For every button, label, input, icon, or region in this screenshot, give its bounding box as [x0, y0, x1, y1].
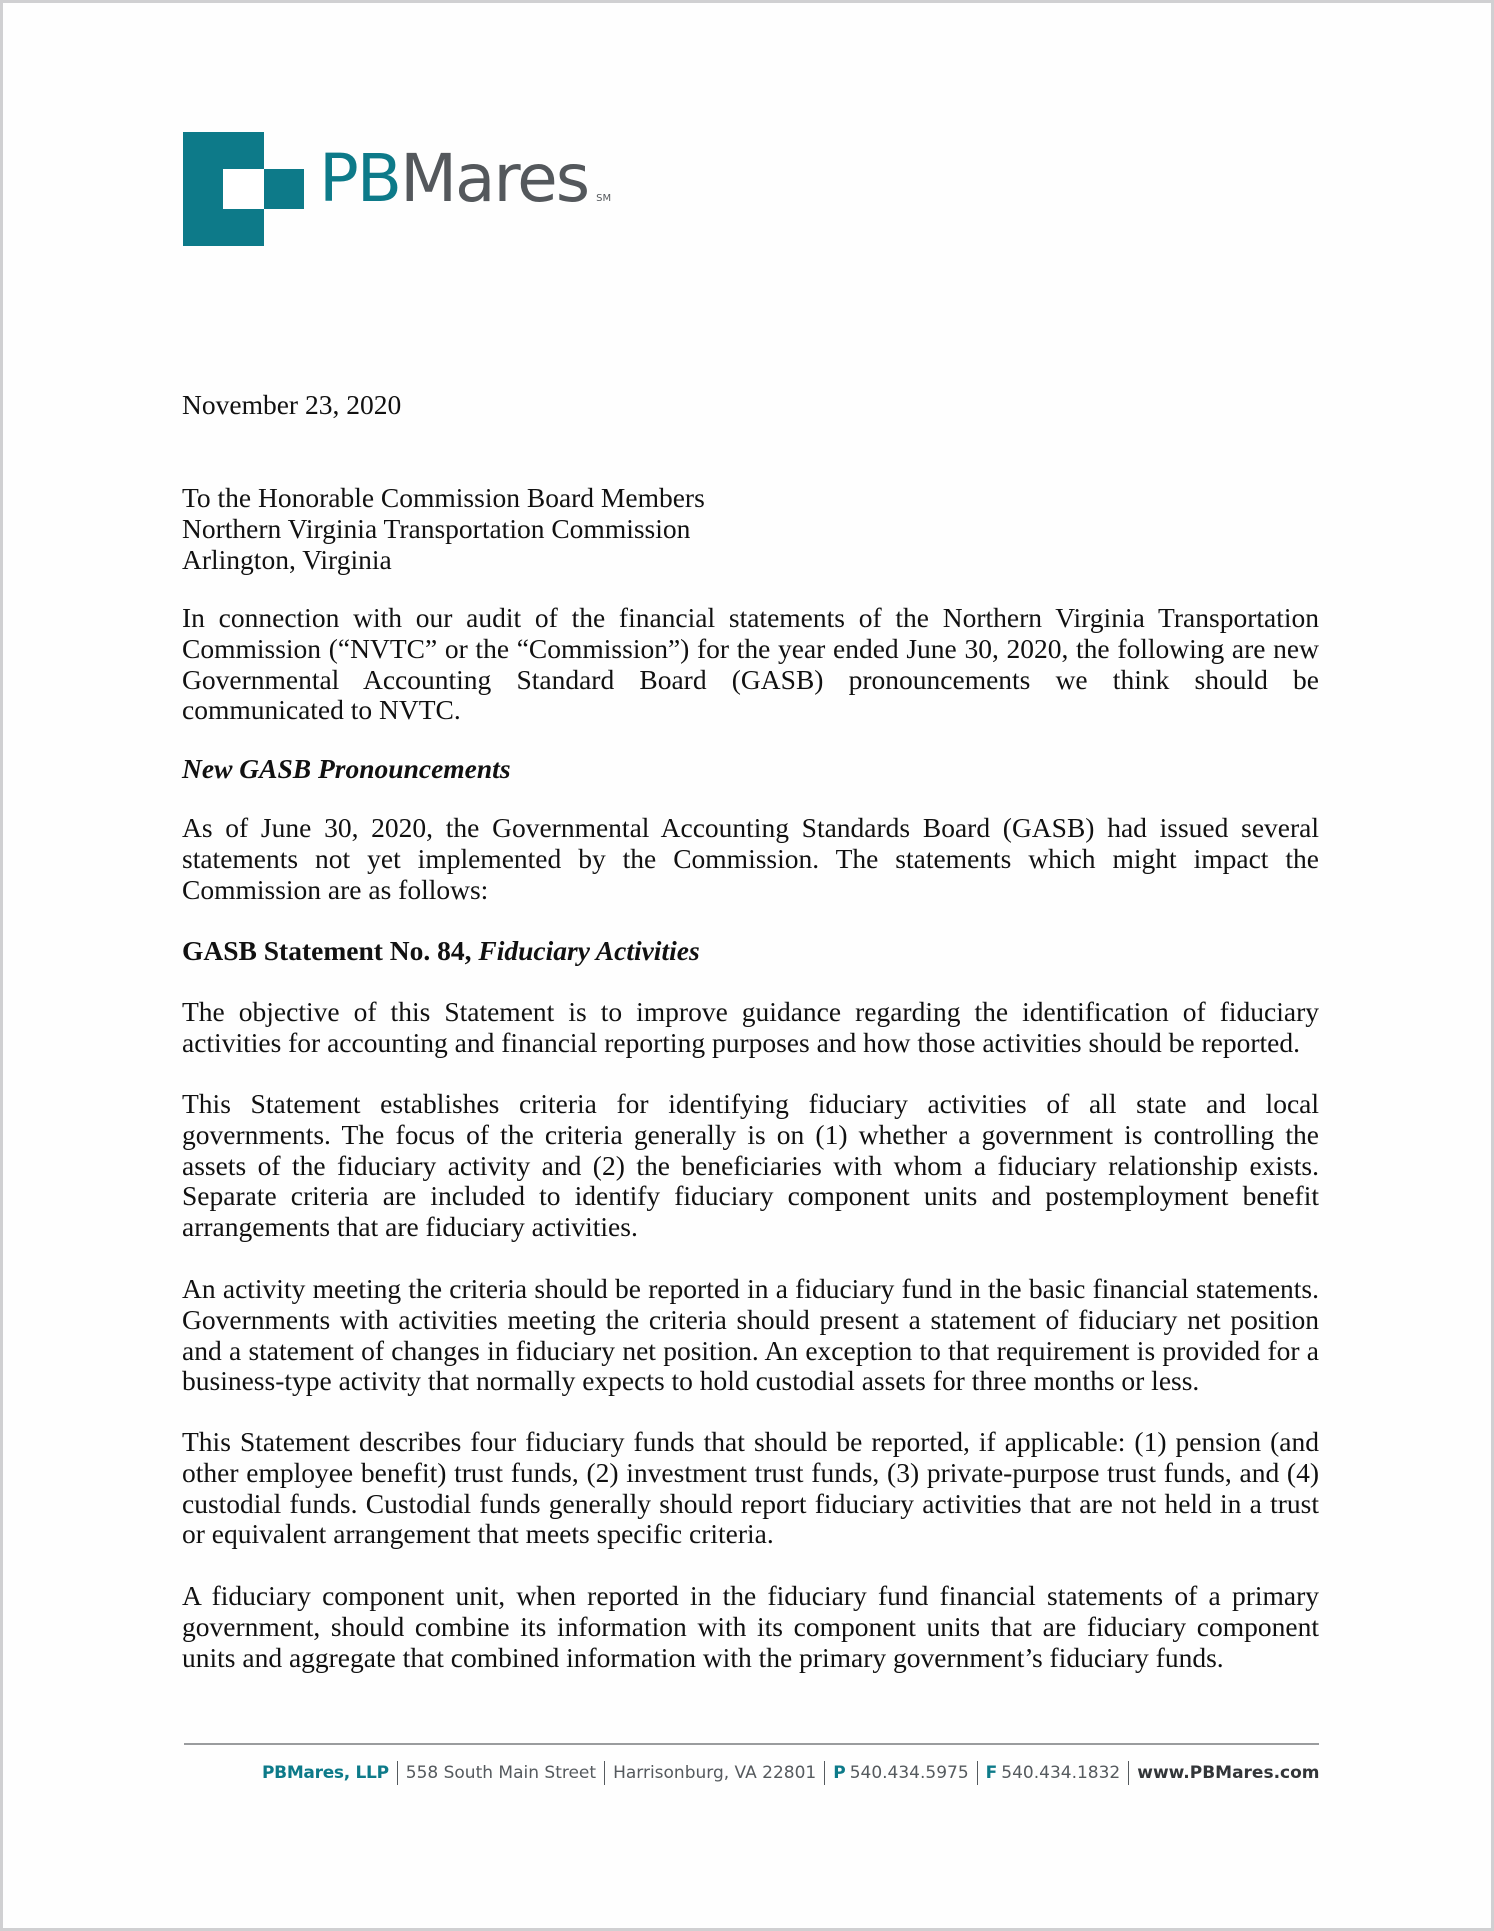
intro-paragraph: In connection with our audit of the financial statements of the Northern Virginia Transportation Commission (“NVTC” or the “Commission”) for the year ended June 30, 2020, the following are new Governmental Accounting Standard Board (GASB) pronouncements we think should be communicated to NVTC. [182, 602, 1319, 726]
statement-paragraph: This Statement describes four fiduciary funds that should be reported, if applicable: (1) pension (and other employee benefit) trust funds, (2) investment trust funds, (3) private-purpose trust funds, and (4) custodial funds. Custodial funds generally should report fiduciary activities that are not held in a trust or equivalent arrangement that meets specific criteria. [182, 1426, 1319, 1550]
pbmares-square-logo-icon [183, 132, 305, 246]
footer-divider [184, 1743, 1319, 1745]
statement-paragraph: An activity meeting the criteria should be reported in a fiduciary fund in the basic financial statements. Governments with activities meeting the criteria should present a statement of fiduciary net position and a statement of changes in fiduciary net position. An exception to that requirement is provided for a business-type activity that normally expects to hold custodial assets for three months or less. [182, 1273, 1319, 1397]
section-intro-paragraph: As of June 30, 2020, the Governmental Accounting Standards Board (GASB) had issued several statements not yet implemented by the Commission. The statements which might impact the Commission are as follows: [182, 812, 1319, 905]
wordmark-mares: Mares [400, 140, 589, 217]
statement-paragraph: A fiduciary component unit, when reported in the fiduciary fund financial statements of a primary government, should combine its information with its component units that are fiduciary component units and aggregate that combined information with the primary government’s fiduciary funds. [182, 1580, 1319, 1673]
service-mark: SM [596, 193, 612, 204]
wordmark-pb: PB [319, 140, 401, 217]
footer-phone: 540.434.5975 [849, 1763, 969, 1783]
letterhead-footer [262, 1760, 1320, 1786]
statement-paragraph: The objective of this Statement is to improve guidance regarding the identification of fiduciary activities for accounting and financial reporting purposes and how those activities should be reported. [182, 996, 1319, 1058]
footer-firm-name: PBMares, LLP [262, 1763, 389, 1783]
recipient-line-1: To the Honorable Commission Board Members [182, 482, 705, 513]
footer-separator [824, 1761, 825, 1785]
recipient-address [182, 483, 1319, 575]
footer-separator [397, 1761, 398, 1785]
footer-separator [604, 1761, 605, 1785]
logo-wordmark [319, 140, 612, 217]
fax-label: F [985, 1763, 998, 1783]
section-heading: New GASB Pronouncements [182, 753, 511, 784]
statement-heading [182, 936, 1319, 967]
letter-date: November 23, 2020 [182, 389, 402, 420]
statement-heading-title: Fiduciary Activities [478, 935, 700, 966]
footer-separator [977, 1761, 978, 1785]
footer-website-link[interactable]: www.PBMares.com [1137, 1763, 1320, 1783]
recipient-line-2: Northern Virginia Transportation Commission [182, 512, 691, 544]
statement-heading-prefix: GASB Statement No. 84, [182, 935, 479, 966]
pbmares-logo [183, 132, 613, 247]
recipient-line-3: Arlington, Virginia [182, 543, 392, 575]
footer-address: 558 South Main Street [405, 1763, 597, 1783]
footer-fax: 540.434.1832 [1001, 1763, 1121, 1783]
footer-city: Harrisonburg, VA 22801 [613, 1763, 817, 1783]
footer-separator [1128, 1761, 1129, 1785]
phone-label: P [833, 1763, 846, 1783]
statement-paragraph: This Statement establishes criteria for identifying fiduciary activities of all state and local governments. The focus of the criteria generally is on (1) whether a government is controlling the assets of the fiduciary activity and (2) the beneficiaries with whom a fiduciary relationship exists. Separate criteria are included to identify fiduciary component units and postemployment benefit arrangements that are fiduciary activities. [182, 1088, 1319, 1243]
